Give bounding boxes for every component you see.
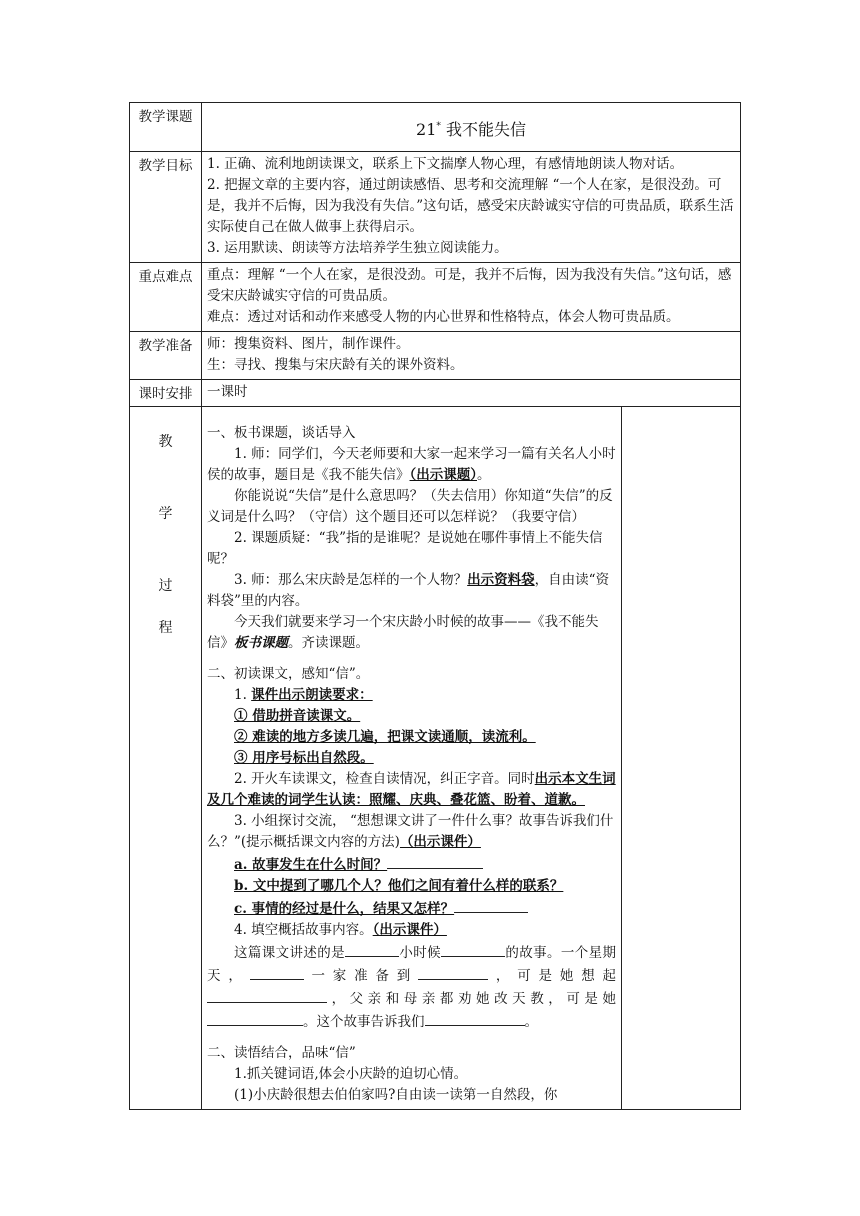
label-prep: 教学准备: [130, 332, 202, 380]
question: a. 故事发生在什么时间？: [207, 853, 616, 876]
goal-item: 2. 把握文章的主要内容，通过朗读感悟、思考和交流理解 “一个人在家，是很没劲。可是，我并不后悔，因为我没有失信。”这句话，感受宋庆龄诚实守信的可贵品质，联系生活实际使自己在做人做事上获得启示。: [207, 177, 734, 235]
process-char: 程: [158, 620, 173, 636]
process-char: 教: [158, 434, 173, 450]
section-heading: 二、读悟结合，品味“信”: [207, 1045, 356, 1061]
paragraph: 你能说说“失信”是什么意思吗？（失去信用）你知道“失信”的反义词是什么吗？（守信）这个题目还可以怎样说？（我要守信）: [207, 488, 613, 525]
row-process: [130, 407, 741, 1110]
row-prep: [130, 332, 741, 380]
paragraph: 1.抓关键词语,体会小庆龄的迫切心情。: [234, 1066, 468, 1082]
hours-value: 一课时: [202, 380, 741, 407]
requirement: ③ 用序号标出自然段。: [234, 750, 374, 766]
lesson-title: 21* 我不能失信: [416, 120, 526, 139]
process-char: 学: [158, 506, 173, 522]
row-key: [130, 263, 741, 332]
fill-in-paragraph: 这篇课文讲述的是 小时候 的故事。一个星期天， 一家准备到 ，可是她想起，父亲和母亲都劝她改天教，可是她。这个故事告诉我们 。: [207, 941, 616, 1033]
paragraph: 1. 师：同学们，今天老师要和大家一起来学习一篇有关名人小时侯的故事，题目是《我不能失信》（出示课题）。: [207, 446, 616, 483]
question: c. 事情的经过是什么，结果又怎样？: [207, 897, 616, 920]
difficulty: 难点：透过对话和动作来感受人物的内心世界和性格特点，体会人物可贵品质。: [207, 309, 680, 325]
prep-teacher: 师：搜集资料、图片，制作课件。: [207, 336, 410, 352]
label-hours: 课时安排: [130, 380, 202, 407]
goal-item: 1. 正确、流利地朗读课文，联系上下文揣摩人物心理，有感情地朗读人物对话。: [207, 156, 684, 172]
label-process: [130, 407, 202, 1110]
paragraph: 3. 师：那么宋庆龄是怎样的一个人物？出示资料袋，自由读“资料袋”里的内容。: [207, 572, 610, 609]
requirement: ② 难读的地方多读几遍，把课文读通顺，读流利。: [234, 729, 536, 745]
goals-content: [202, 152, 741, 263]
notes-column: [622, 407, 741, 1110]
section-heading: 一、板书课题，谈话导入: [207, 425, 356, 441]
paragraph: 1. 课件出示朗读要求：: [234, 687, 373, 703]
goal-item: 3. 运用默读、朗读等方法培养学生独立阅读能力。: [207, 240, 508, 256]
lesson-plan-table: [129, 102, 741, 1110]
question: b. 文中提到了哪几个人？他们之间有着什么样的联系？: [234, 878, 564, 894]
paragraph: 2. 课题质疑：“我”指的是谁呢？是说她在哪件事情上不能失信呢？: [207, 530, 603, 567]
prep-student: 生：寻找、搜集与宋庆龄有关的课外资料。: [207, 357, 464, 373]
prep-content: [202, 332, 741, 380]
label-goals: 教学目标: [130, 152, 202, 263]
topic-value: [202, 103, 741, 152]
paragraph: 2. 开火车读课文，检查自读情况，纠正字音。同时出示本文生词及几个难读的词学生认读：照耀、庆典、叠花篮、盼着、道歉。: [207, 771, 616, 808]
row-topic: [130, 103, 741, 152]
paragraph: (1)小庆龄很想去伯伯家吗?自由读一读第一自然段，你: [234, 1087, 558, 1103]
process-content: [202, 407, 622, 1110]
section-heading: 二、初读课文，感知“信”。: [207, 666, 370, 682]
paragraph: 今天我们就要来学习一个宋庆龄小时候的故事——《我不能失信》板书课题。齐读课题。: [207, 614, 599, 651]
row-goals: [130, 152, 741, 263]
requirement: ① 借助拼音读课文。: [234, 708, 361, 724]
paragraph: 3. 小组探讨交流， “想想课文讲了一件什么事？故事告诉我们什么？”(提示概括课文内容的方法)（出示课件）: [207, 813, 614, 850]
key-point: 重点：理解 “一个人在家，是很没劲。可是，我并不后悔，因为我没有失信。”这句话，感受宋庆龄诚实守信的可贵品质。: [207, 267, 732, 304]
label-key: 重点难点: [130, 263, 202, 332]
paragraph: 4. 填空概括故事内容。（出示课件）: [234, 922, 447, 938]
row-hours: [130, 380, 741, 407]
process-char: 过: [158, 578, 173, 594]
key-content: [202, 263, 741, 332]
label-topic: 教学课题: [130, 103, 202, 152]
